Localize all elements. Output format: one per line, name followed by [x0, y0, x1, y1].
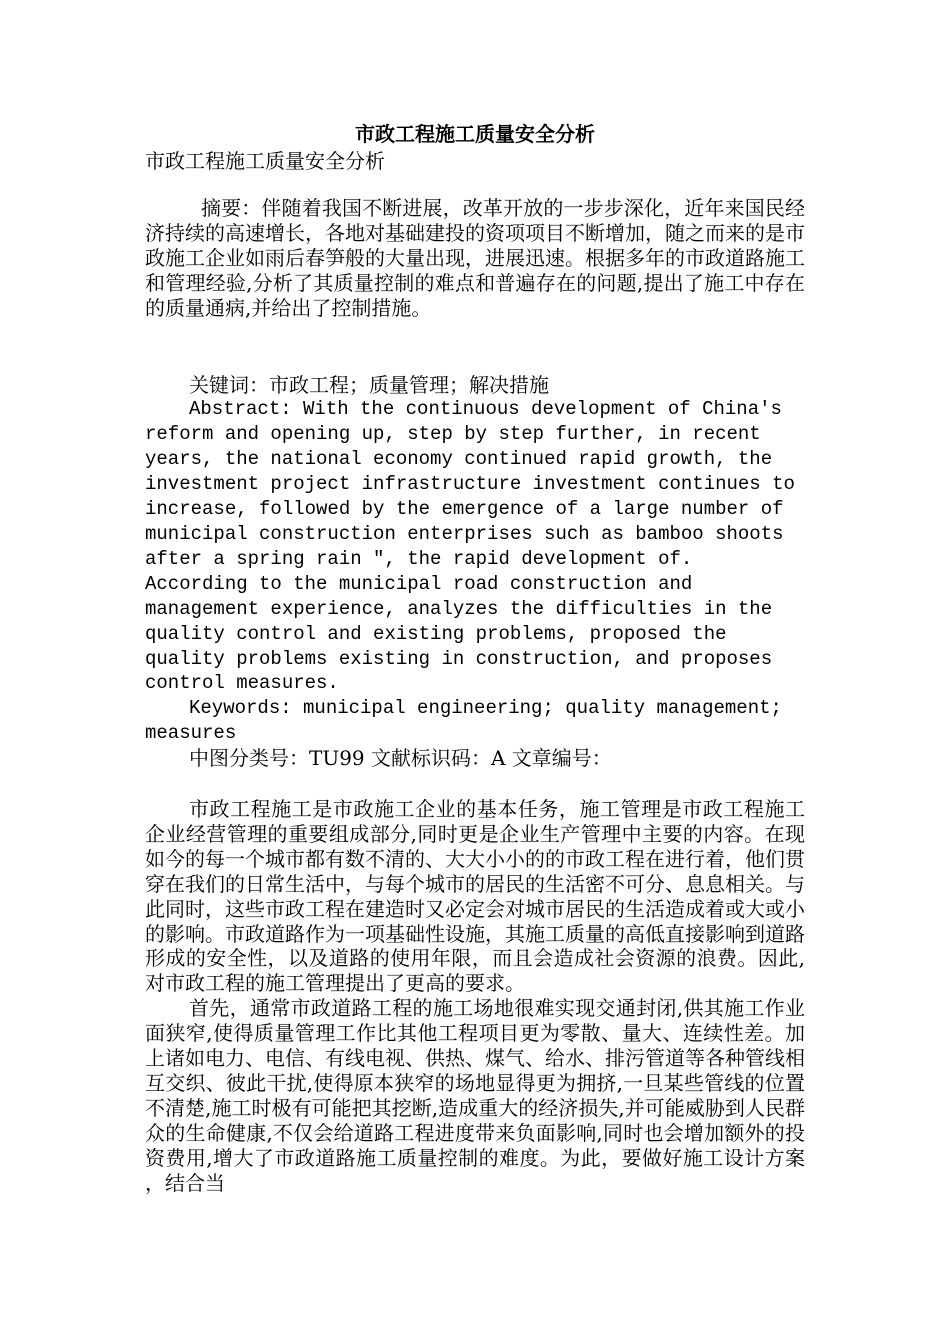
document-page: [145, 120, 805, 1196]
abstract-cn: 摘要：伴随着我国不断进展，改革开放的一步步深化，近年来国民经济持续的高速增长，各地对基础建投的资项项目不断增加，随之而来的是市政施工企业如雨后春笋般的大量出现，进展迅速。根据多年的市政道路施工和管理经验,分析了其质量控制的难点和普遍存在的问题,提出了施工中存在的质量通病,并给出了控制措施。: [145, 196, 805, 320]
keywords-en: Keywords: municipal engineering; quality management; measures: [145, 697, 782, 745]
classification-line: 中图分类号：TU99 文献标识码：A 文章编号：: [189, 746, 612, 771]
spacer: [145, 771, 805, 797]
document-subtitle: 市政工程施工质量安全分析: [145, 149, 385, 173]
document-title: 市政工程施工质量安全分析: [355, 122, 595, 146]
keywords-cn: 关键词：市政工程；质量管理；解决措施: [189, 372, 549, 397]
abstract-en: Abstract: With the continuous development of China's reform and opening up, step by step further, in recent years, the national economy continued rapid growth, the investment project infrastructure investment continues to increase, followed by the emergence of a large number of municipal construction enterprises such as bamboo shoots after a spring rain ", the rapid development of. According to the municipal road construction and management experience, analyzes the difficulties in the quality control and existing problems, proposed the quality problems existing in construction, and proposes control measures.: [145, 398, 795, 695]
body-paragraph-2: 首先，通常市政道路工程的施工场地很难实现交通封闭,供其施工作业面狭窄,使得质量管理工作比其他工程项目更为零散、量大、连续性差。加上诸如电力、电信、有线电视、供热、煤气、给水、排污管道等各种管线相互交织、彼此干扰,使得原本狭窄的场地显得更为拥挤,一旦某些管线的位置不清楚,施工时极有可能把其挖断,造成重大的经济损失,并可能威胁到人民群众的生命健康,不仅会给道路工程进度带来负面影响,同时也会增加额外的投资费用,增大了市政道路施工质量控制的难度。为此，要做好施工设计方案 ，结合当: [145, 996, 805, 1195]
spacer: [145, 321, 805, 373]
body-paragraph-1: 市政工程施工是市政施工企业的基本任务，施工管理是市政工程施工企业经营管理的重要组成部分,同时更是企业生产管理中主要的内容。在现如今的每一个城市都有数不清的、大大小小的的市政工程在进行着，他们贯穿在我们的日常生活中，与每个城市的居民的生活密不可分、息息相关。与此同时，这些市政工程在建造时又必定会对城市居民的生活造成着或大或小的影响。市政道路作为一项基础性设施，其施工质量的高低直接影响到道路形成的安全性，以及道路的使用年限，而且会造成社会资源的浪费。因此,对市政工程的施工管理提出了更高的要求。: [145, 797, 805, 996]
